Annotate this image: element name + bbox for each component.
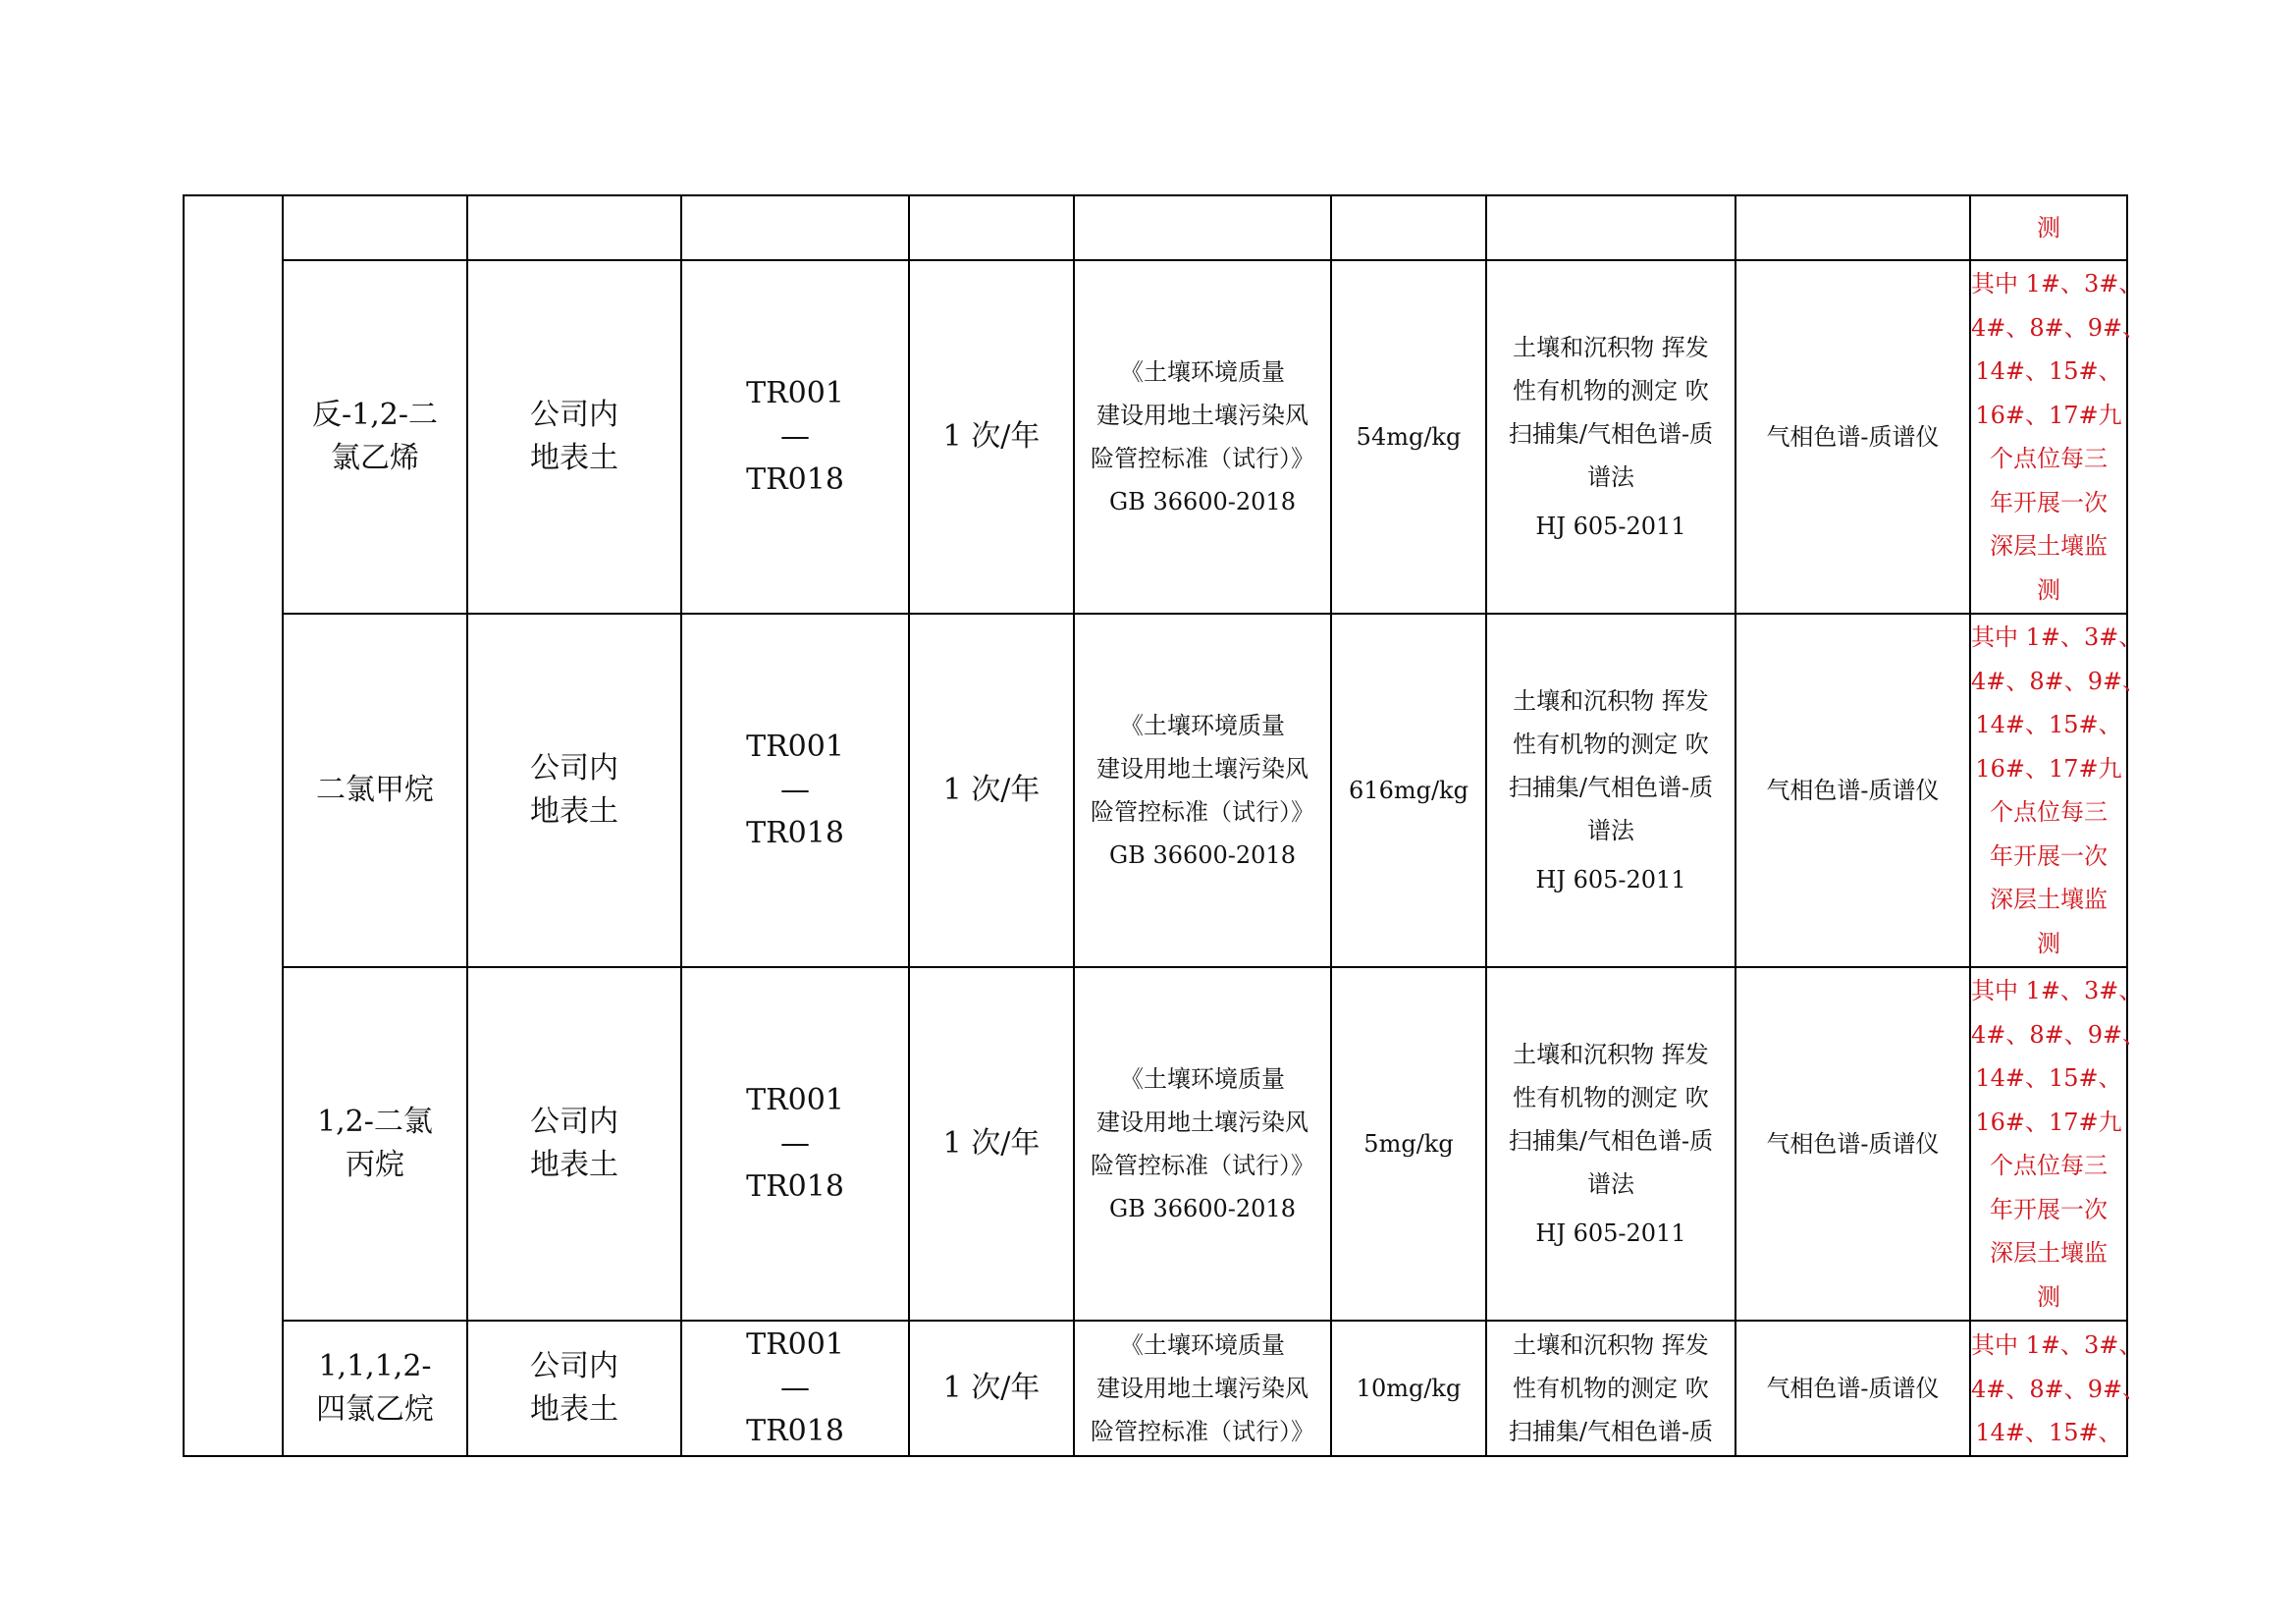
note-line: 个点位每三 xyxy=(1990,798,2108,826)
location-line: 地表土 xyxy=(530,794,618,829)
location-line: 地表土 xyxy=(530,441,618,475)
note-line: 16#、17#九 xyxy=(1975,1108,2122,1136)
method-line: 性有机物的测定 吹 xyxy=(1513,1375,1709,1402)
standard-cell xyxy=(1074,1321,1331,1456)
item-cell xyxy=(283,195,467,260)
points-line: TR001 xyxy=(746,1326,844,1362)
method-line: 土壤和沉积物 挥发 xyxy=(1513,334,1709,361)
note-cell xyxy=(1970,614,2147,967)
note-line: 16#、17#九 xyxy=(1975,401,2122,429)
method-line: 扫捕集/气相色谱-质 xyxy=(1508,1127,1714,1155)
method-cell xyxy=(1486,195,1735,260)
note-line: 年开展一次 xyxy=(1990,841,2108,870)
table-row xyxy=(184,614,2127,967)
item-cell xyxy=(283,614,467,967)
note-line: 其中 1#、3#、 xyxy=(1971,977,2143,1004)
location-line: 地表土 xyxy=(530,1148,618,1182)
limit-cell: 5mg/kg xyxy=(1331,967,1486,1321)
standard-line: GB 36600-2018 xyxy=(1109,1195,1296,1222)
note-line: 其中 1#、3#、 xyxy=(1971,623,2143,651)
note-line: 4#、8#、9#、 xyxy=(1971,1375,2147,1403)
standard-cell xyxy=(1074,614,1331,967)
monitoring-table xyxy=(183,194,2147,1457)
instrument-cell: 气相色谱-质谱仪 xyxy=(1735,614,1970,967)
note-line: 测 xyxy=(2037,1282,2060,1311)
location-line: 地表土 xyxy=(530,1391,618,1427)
points-cell xyxy=(681,1321,909,1456)
location-line: 公司内 xyxy=(530,1105,618,1139)
method-line: 谱法 xyxy=(1587,817,1634,844)
limit-cell: 54mg/kg xyxy=(1331,260,1486,614)
points-line: — xyxy=(780,419,810,454)
location-cell xyxy=(467,967,681,1321)
limit-cell: 616mg/kg xyxy=(1331,614,1486,967)
standard-line: 《土壤环境质量 xyxy=(1120,358,1285,386)
instrument-cell xyxy=(1735,195,1970,260)
standard-line: 建设用地土壤污染风 xyxy=(1096,402,1308,429)
points-line: — xyxy=(780,773,810,807)
standard-line: GB 36600-2018 xyxy=(1109,841,1296,869)
standard-line: 建设用地土壤污染风 xyxy=(1096,1109,1308,1136)
standard-line: 险管控标准（试行）》 xyxy=(1091,1418,1314,1445)
method-cell xyxy=(1486,614,1735,967)
limit-cell xyxy=(1331,195,1486,260)
note-line: 深层土壤监 xyxy=(1990,532,2108,560)
note-line: 个点位每三 xyxy=(1990,445,2108,472)
points-line: TR018 xyxy=(746,816,844,850)
item-line: 丙烷 xyxy=(346,1148,404,1182)
method-line: HJ 605-2011 xyxy=(1535,1219,1686,1247)
note-line: 14#、15#、 xyxy=(1975,711,2122,738)
note-line: 4#、8#、9#、 xyxy=(1971,313,2147,342)
points-line: TR018 xyxy=(746,1169,844,1204)
standard-cell xyxy=(1074,260,1331,614)
frequency-cell: 1 次/年 xyxy=(909,614,1074,967)
note-cell xyxy=(1970,260,2147,614)
standard-line: 险管控标准（试行）》 xyxy=(1091,1152,1314,1179)
item-cell xyxy=(283,260,467,614)
method-line: 性有机物的测定 吹 xyxy=(1513,377,1709,405)
note-line: 16#、17#九 xyxy=(1975,754,2122,783)
location-cell xyxy=(467,260,681,614)
note-line: 年开展一次 xyxy=(1990,1195,2108,1223)
table-row xyxy=(184,260,2127,614)
table-row-continuation xyxy=(184,195,2127,260)
location-line: 公司内 xyxy=(530,751,618,785)
standard-line: 险管控标准（试行）》 xyxy=(1091,445,1314,472)
standard-line: 《土壤环境质量 xyxy=(1120,1331,1285,1359)
item-line: 1,1,1,2- xyxy=(318,1348,432,1383)
points-line: — xyxy=(780,1126,810,1161)
instrument-cell: 气相色谱-质谱仪 xyxy=(1735,967,1970,1321)
method-line: 土壤和沉积物 挥发 xyxy=(1513,1041,1709,1068)
standard-line: 建设用地土壤污染风 xyxy=(1096,755,1308,783)
points-cell xyxy=(681,260,909,614)
note-line: 深层土壤监 xyxy=(1990,1239,2108,1267)
note-line: 其中 1#、3#、 xyxy=(1971,270,2143,298)
frequency-cell xyxy=(909,195,1074,260)
instrument-cell: 气相色谱-质谱仪 xyxy=(1735,1321,1970,1456)
points-line: TR001 xyxy=(746,1083,844,1117)
item-line: 反-1,2-二 xyxy=(312,398,438,432)
note-line: 深层土壤监 xyxy=(1990,886,2108,913)
note-line: 测 xyxy=(2037,929,2060,957)
note-line: 测 xyxy=(2037,575,2060,604)
note-line: 14#、15#、 xyxy=(1975,1419,2122,1446)
method-line: 土壤和沉积物 挥发 xyxy=(1513,1331,1709,1359)
location-line: 公司内 xyxy=(530,1348,618,1383)
location-cell xyxy=(467,614,681,967)
method-line: 谱法 xyxy=(1587,1170,1634,1198)
points-cell xyxy=(681,195,909,260)
note-line: 14#、15#、 xyxy=(1975,1064,2122,1092)
standard-line: 险管控标准（试行）》 xyxy=(1091,798,1314,826)
frequency-cell: 1 次/年 xyxy=(909,1321,1074,1456)
note-line: 4#、8#、9#、 xyxy=(1971,1020,2147,1049)
method-line: 性有机物的测定 吹 xyxy=(1513,1084,1709,1111)
method-line: HJ 605-2011 xyxy=(1535,866,1686,893)
method-line: 谱法 xyxy=(1587,463,1634,491)
method-line: 土壤和沉积物 挥发 xyxy=(1513,687,1709,715)
standard-line: GB 36600-2018 xyxy=(1109,488,1296,515)
standard-line: 《土壤环境质量 xyxy=(1120,1065,1285,1093)
standard-cell xyxy=(1074,967,1331,1321)
note-line: 14#、15#、 xyxy=(1975,357,2122,385)
item-line: 1,2-二氯 xyxy=(317,1105,433,1139)
method-line: 性有机物的测定 吹 xyxy=(1513,731,1709,758)
item-line: 氯乙烯 xyxy=(331,441,419,475)
location-cell xyxy=(467,195,681,260)
item-cell xyxy=(283,1321,467,1456)
category-cell xyxy=(184,195,283,1456)
standard-line: 《土壤环境质量 xyxy=(1120,712,1285,739)
method-cell xyxy=(1486,1321,1735,1456)
method-cell xyxy=(1486,260,1735,614)
standard-cell xyxy=(1074,195,1331,260)
frequency-cell: 1 次/年 xyxy=(909,967,1074,1321)
table-row xyxy=(184,1321,2127,1456)
limit-cell: 10mg/kg xyxy=(1331,1321,1486,1456)
method-cell xyxy=(1486,967,1735,1321)
location-cell xyxy=(467,1321,681,1456)
points-line: TR018 xyxy=(746,462,844,497)
note-cell xyxy=(1970,1321,2147,1456)
points-line: TR001 xyxy=(746,376,844,410)
note-line: 4#、8#、9#、 xyxy=(1971,667,2147,695)
note-cell xyxy=(1970,195,2127,260)
item-line: 二氯甲烷 xyxy=(316,773,434,807)
table-row xyxy=(184,967,2127,1321)
method-line: HJ 605-2011 xyxy=(1535,513,1686,540)
item-line: 四氯乙烷 xyxy=(316,1391,434,1427)
note-line: 测 xyxy=(2037,213,2060,242)
method-line: 扫捕集/气相色谱-质 xyxy=(1508,1418,1714,1445)
note-line: 年开展一次 xyxy=(1990,488,2108,516)
standard-line: 建设用地土壤污染风 xyxy=(1096,1375,1308,1402)
points-line: TR001 xyxy=(746,730,844,764)
points-cell xyxy=(681,614,909,967)
points-line: — xyxy=(780,1370,810,1405)
instrument-cell: 气相色谱-质谱仪 xyxy=(1735,260,1970,614)
note-line: 个点位每三 xyxy=(1990,1152,2108,1179)
frequency-cell: 1 次/年 xyxy=(909,260,1074,614)
method-line: 扫捕集/气相色谱-质 xyxy=(1508,420,1714,448)
item-cell xyxy=(283,967,467,1321)
points-cell xyxy=(681,967,909,1321)
note-line: 其中 1#、3#、 xyxy=(1971,1331,2143,1359)
note-cell xyxy=(1970,967,2147,1321)
points-line: TR018 xyxy=(746,1413,844,1448)
location-line: 公司内 xyxy=(530,398,618,432)
method-line: 扫捕集/气相色谱-质 xyxy=(1508,774,1714,801)
